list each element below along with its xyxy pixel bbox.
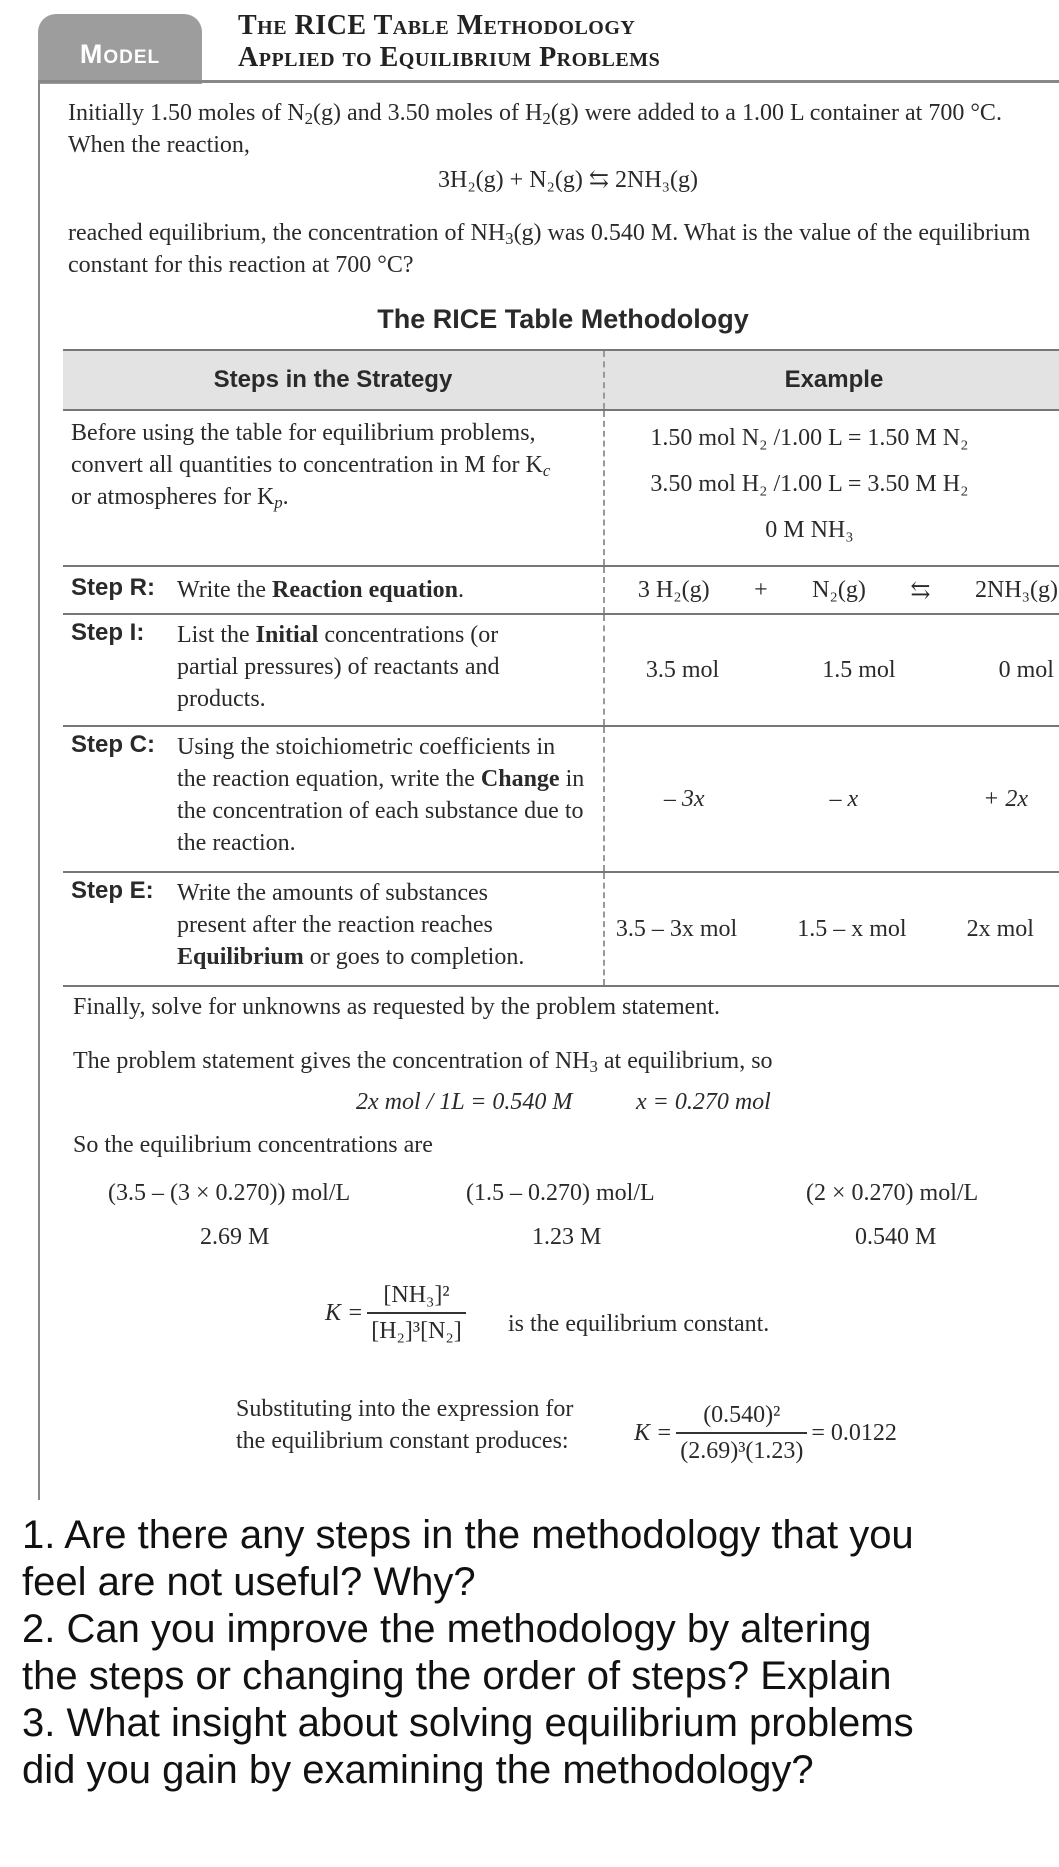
step-i-example: 3.5 mol 1.5 mol 0 mol xyxy=(604,614,1059,726)
substitute-line-2: the equilibrium constant produces: xyxy=(236,1428,569,1454)
question-line: did you gain by examining the methodology? xyxy=(22,1748,814,1792)
solution-eq-1: 2x mol / 1L = 0.540 M xyxy=(356,1089,573,1115)
solution-line-4: So the equilibrium concentrations are xyxy=(73,1132,433,1158)
questions xyxy=(22,1512,1059,1794)
question-line: 2. Can you improve the methodology by altering xyxy=(22,1607,872,1651)
step-r-description: Step R: Write the Reaction equation. xyxy=(63,566,604,614)
rice-table xyxy=(63,349,1059,987)
k-result-fraction: $\frac{\text{(0.540)²}}{\text{(2.69)³(1.23)}}$ xyxy=(676,1398,807,1468)
solution-line-1: Finally, solve for unknowns as requested by the problem statement. xyxy=(73,994,720,1020)
intro-line-3: reached equilibrium, the concentration of $NH_3(g)$ was 0.540 M. What is the value of the equilibrium xyxy=(68,220,1031,249)
pre-description: Before using the table for equilibrium problems, convert all quantities to concentration in M for $K_c$ or atmospheres for $K_p$. xyxy=(63,410,604,566)
solution-eq-2: x = 0.270 mol xyxy=(636,1089,771,1115)
table-header-row xyxy=(63,350,1059,410)
k-fraction: $\frac{\text{[NH₃]²}}{\text{[H₂]³[N₂]}}$ xyxy=(367,1278,466,1348)
question-line: the steps or changing the order of steps? Explain xyxy=(22,1654,892,1698)
question-line: 1. Are there any steps in the methodology that you xyxy=(22,1513,914,1557)
step-e-example: 3.5 – 3x mol 1.5 – x mol 2x mol xyxy=(604,872,1059,986)
k-expression: K = $\frac{\text{[NH₃]²}}{\text{[H₂]³[N₂]}}$ xyxy=(325,1278,466,1348)
step-e-description: Step E: Write the amounts of substances present after the reaction reaches Equilibrium or goes to completion. xyxy=(63,872,604,986)
step-i-description: Step I: List the Initial concentrations (or partial pressures) of reactants and products. xyxy=(63,614,604,726)
top-rule xyxy=(38,80,1059,83)
left-rule xyxy=(38,80,40,1500)
conc-value-h2: 2.69 M xyxy=(200,1224,270,1250)
pre-example: 1.50 mol N₂ /1.00 L = 1.50 M N₂ 3.50 mol H₂ /1.00 L = 3.50 M H₂ 0 M NH₃ xyxy=(604,410,1059,566)
intro-line-1: Initially 1.50 moles of $N_2(g)$ and 3.50 moles of $H_2(g)$ were added to a 1.00 L container at 700 °C. xyxy=(68,100,1002,129)
table-title: The RICE Table Methodology xyxy=(377,304,749,334)
table-row-step-r xyxy=(63,566,1059,614)
conc-expr-nh3: (2 × 0.270) mol/L xyxy=(806,1180,979,1206)
reaction-equation: 3H₂(g) + N₂(g) ⇆ 2NH₃(g) xyxy=(437,167,699,193)
conc-value-nh3: 0.540 M xyxy=(855,1224,937,1250)
conc-expr-h2: (3.5 – (3 × 0.270)) mol/L xyxy=(108,1180,351,1206)
step-r-example: 3 H₂(g) + N₂(g) ⇆ 2NH₃(g) xyxy=(604,566,1059,614)
step-c-description: Step C: Using the stoichiometric coefficients in the reaction equation, write the Change in the concentration of each substance due to the reaction. xyxy=(63,726,604,872)
table-row-step-c xyxy=(63,726,1059,872)
table-row-pre xyxy=(63,410,1059,566)
substitute-line-1: Substituting into the expression for xyxy=(236,1396,574,1422)
question-line: 3. What insight about solving equilibrium problems xyxy=(22,1701,914,1745)
conc-value-n2: 1.23 M xyxy=(532,1224,602,1250)
question-line: feel are not useful? Why? xyxy=(22,1560,476,1604)
solution-line-2: The problem statement gives the concentration of $NH_3$ at equilibrium, so xyxy=(73,1048,773,1077)
table-row-step-e xyxy=(63,872,1059,986)
intro-line-2: When the reaction, xyxy=(68,132,250,158)
intro-line-4: constant for this reaction at 700 °C? xyxy=(68,252,414,278)
table-row-step-i xyxy=(63,614,1059,726)
title-line-1: The RICE Table Methodology xyxy=(238,10,636,41)
k-description: is the equilibrium constant. xyxy=(508,1311,770,1337)
col-header-steps: Steps in the Strategy xyxy=(63,350,604,410)
step-c-example: – 3x – x + 2x xyxy=(604,726,1059,872)
model-tab: Model xyxy=(38,14,202,84)
k-result-expression: K = $\frac{\text{(0.540)²}}{\text{(2.69)³(1.23)}}$ = 0.0122 xyxy=(634,1398,897,1468)
title-line-2: Applied to Equilibrium Problems xyxy=(238,42,661,73)
col-header-example: Example xyxy=(604,350,1059,410)
conc-expr-n2: (1.5 – 0.270) mol/L xyxy=(466,1180,655,1206)
